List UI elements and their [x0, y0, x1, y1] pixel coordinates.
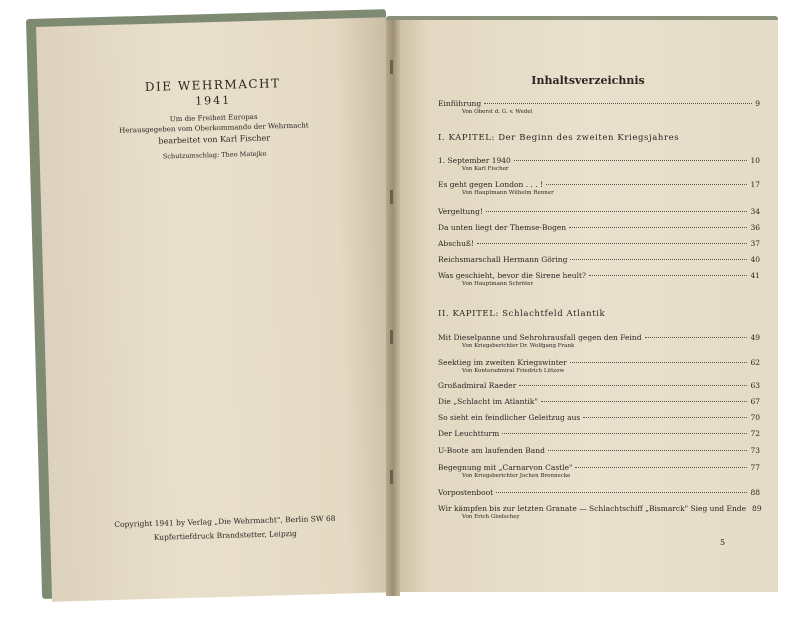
toc-entry-text: Vergeltung! [438, 207, 483, 216]
toc-entry-text: Begegnung mit „Carnarvon Castle" [438, 463, 573, 472]
leader-dots [477, 243, 748, 244]
leader-dots [570, 362, 748, 363]
cover-credit: Schutzumschlag: Theo Matejko [162, 149, 267, 161]
book-subtitle: Um die Freiheit Europas [169, 112, 258, 124]
toc-entry-author: Von Hauptmann Schröter [462, 281, 534, 287]
toc-page-number: 72 [750, 429, 760, 438]
toc-entry-text: Wir kämpfen bis zur letzten Granate — Schlachtschiff „Bismarck" Sieg und Ende [438, 504, 747, 513]
toc-page-number: 36 [750, 223, 760, 232]
toc-entry-text: U-Boote am laufenden Band [438, 446, 545, 455]
toc-entry [438, 180, 760, 196]
leader-dots [486, 211, 748, 212]
toc-heading: Inhaltsverzeichnis [531, 74, 645, 87]
copyright-line: Copyright 1941 by Verlag „Die Wehrmacht", Berlin SW 68 [114, 513, 336, 530]
toc-entry-text: So sieht ein feindlicher Geleitzug aus [438, 413, 581, 422]
toc-page-number: 10 [750, 156, 760, 165]
leader-dots [645, 337, 748, 338]
toc-entry-text: 1. September 1940 [438, 156, 511, 165]
toc-entry [438, 358, 760, 374]
toc-page-number: 37 [750, 239, 760, 248]
toc-entry-text: Die „Schlacht im Atlantik" [438, 397, 538, 406]
toc-entry-text: Der Leuchtturm [438, 429, 500, 438]
toc-entry-author: Von Karl Fischer [462, 166, 509, 172]
leader-dots [548, 450, 748, 451]
leader-dots [519, 385, 747, 386]
toc-entry [438, 207, 760, 216]
toc-entry-intro [438, 99, 760, 115]
leader-dots [570, 259, 747, 260]
binding-stitch [390, 190, 393, 204]
toc-page-number: 88 [750, 488, 760, 497]
toc-entry-text: Großadmiral Raeder [438, 381, 517, 390]
toc-entry-text: Abschuß! [438, 239, 474, 248]
leader-dots [569, 227, 747, 228]
editor-line: bearbeitet von Karl Fischer [158, 133, 271, 146]
page-number: 5 [720, 538, 726, 547]
toc-entry-text: Was geschieht, bevor die Sirene heult? [438, 271, 587, 280]
left-page [36, 17, 402, 602]
toc-entry [438, 239, 760, 248]
book-title: DIE WEHRMACHT [144, 76, 281, 94]
toc-page-number: 63 [750, 381, 760, 390]
leader-dots [496, 492, 747, 493]
leader-dots [546, 184, 747, 185]
toc-entry [438, 381, 760, 390]
leader-dots [541, 401, 748, 402]
toc-entry-author: Von Oberst d. G. v. Wedel [462, 109, 533, 115]
toc-entry [438, 413, 760, 422]
toc-entry-author: Von Konteradmiral Friedrich Lützow [462, 368, 565, 374]
toc-entry [438, 429, 760, 438]
toc-page-number: 17 [750, 180, 760, 189]
leader-dots [514, 160, 748, 161]
toc-entry [438, 397, 760, 406]
toc-entry [438, 223, 760, 232]
toc-entry-text: Einführung [438, 99, 482, 108]
toc-entry [438, 255, 760, 264]
toc-entry-author: Von Kriegsberichter Jochen Brennecke [462, 473, 571, 479]
toc-entry [438, 488, 760, 497]
toc-entry-text: Da unten liegt der Themse-Bogen [438, 223, 567, 232]
toc-entry [438, 504, 760, 520]
book-year: 1941 [194, 93, 232, 108]
leader-dots [589, 275, 747, 276]
toc-page-number: 62 [750, 358, 760, 367]
toc-entry-author: Von Erich Glodschey [462, 514, 520, 520]
toc-page-number: 67 [750, 397, 760, 406]
toc-page-number: 73 [750, 446, 760, 455]
toc-page-number: 89 [752, 504, 762, 513]
toc-entry-text: Seektieg im zweiten Kriegswinter [438, 358, 567, 367]
chapter-2-heading: II. KAPITEL: Schlachtfeld Atlantik [438, 309, 606, 319]
chapter-1-heading: I. KAPITEL: Der Beginn des zweiten Kriegsjahres [438, 133, 680, 143]
toc-page-number: 34 [750, 207, 760, 216]
binding-stitch [390, 330, 393, 344]
toc-entry [438, 333, 760, 349]
toc-page-number: 70 [750, 413, 760, 422]
toc-page-number: 40 [750, 255, 760, 264]
toc-page-number: 49 [750, 333, 760, 342]
printer-line: Kupfertiefdruck Brandstetter, Leipzig [153, 528, 297, 542]
toc-page-number: 41 [750, 271, 760, 280]
toc-entry [438, 156, 760, 172]
toc-entry-author: Von Hauptmann Wilhelm Renner [462, 190, 554, 196]
binding-stitch [390, 60, 393, 74]
toc-entry-text: Mit Dieselpanne und Sehrohrausfall gegen den Feind [438, 333, 642, 342]
leader-dots [502, 433, 747, 434]
leader-dots [583, 417, 747, 418]
toc-page-number: 77 [750, 463, 760, 472]
toc-entry-text: Reichsmarschall Hermann Göring [438, 255, 568, 264]
leader-dots [484, 103, 752, 104]
toc-page-number: 9 [755, 99, 760, 108]
toc-page [398, 20, 778, 592]
toc-entry-text: Es geht gegen London . . . ! [438, 180, 544, 189]
publisher-line: Herausgegeben vom Oberkommando der Wehrmacht [119, 121, 309, 135]
binding-stitch [390, 470, 393, 484]
toc-entry-text: Vorpostenboot [438, 488, 494, 497]
toc-entry [438, 271, 760, 287]
toc-entry-author: Von Kriegsberichter Dr. Wolfgang Frank [462, 343, 575, 349]
toc-entry [438, 446, 760, 455]
leader-dots [575, 467, 747, 468]
toc-entry [438, 463, 760, 479]
